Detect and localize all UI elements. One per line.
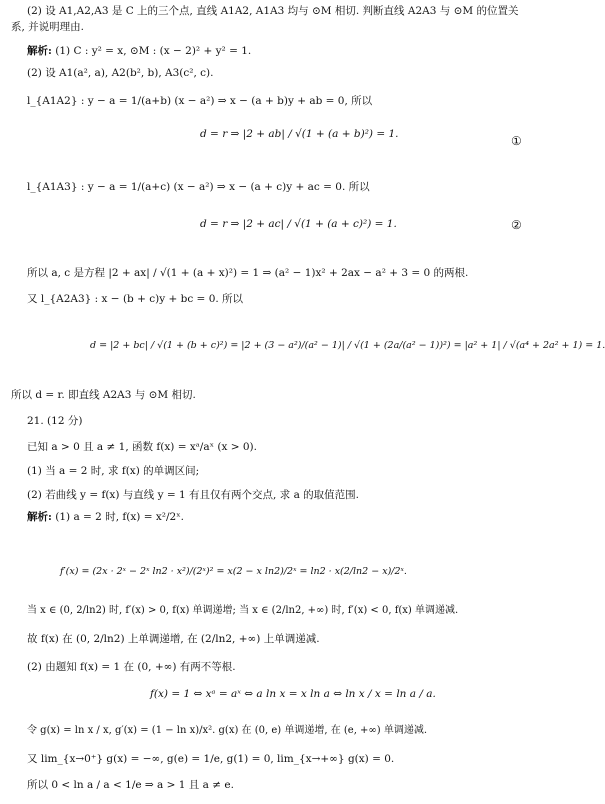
tangent-line-a1a2: l_{A1A2} : y − a = 1/(a+b) (x − a²) ⇒ x − (a + b)y + ab = 0, 所以 [27, 95, 373, 107]
distance-equation-1: d = r ⇒ |2 + ab| / √(1 + (a + b)²) = 1. [200, 128, 399, 140]
problem-21-question1: (1) 当 a = 2 时, 求 f(x) 的单调区间; [27, 465, 200, 477]
problem-21-solution-2: (2) 由题知 f(x) = 1 在 (0, +∞) 有两不等根. [27, 661, 236, 673]
problem-text-line1: (2) 设 A1,A2,A3 是 C 上的三个点, 直线 A1A2, A1A3 均与 ⊙M 相切. 判断直线 A2A3 与 ⊙M 的位置关 [27, 5, 519, 17]
line-a2a3: 又 l_{A2A3} : x − (b + c)y + bc = 0. 所以 [27, 293, 244, 305]
problem-text-line2: 系, 并说明理由. [11, 21, 85, 33]
monotonicity-conclusion: 故 f(x) 在 (0, 2/ln2) 上单调递增, 在 (2/ln2, +∞) 上单调递减. [27, 633, 320, 645]
final-answer: 所以 0 < ln a / a < 1/e ⇒ a > 1 且 a ≠ e. [27, 779, 234, 791]
limits-line: 又 lim_{x→0⁺} g(x) = −∞, g(e) = 1/e, g(1) = 0, lim_{x→+∞} g(x) = 0. [27, 753, 395, 765]
quadratic-roots-line: 所以 a, c 是方程 |2 + ax| / √(1 + (a + x)²) = 1 ⇒ (a² − 1)x² + 2ax − a² + 3 = 0 的两根. [27, 267, 469, 279]
equivalence-equation: f(x) = 1 ⇔ xᵃ = aˣ ⇔ a ln x = x ln a ⇔ ln x / x = ln a / a. [150, 688, 436, 700]
solution-label-21: 解析: [27, 511, 52, 523]
equation-tag-1: ① [511, 134, 522, 148]
solution-line-1 [27, 44, 251, 58]
problem-21-heading: 21. (12 分) [27, 415, 83, 427]
derivative-equation: f′(x) = (2x · 2ˣ − 2ˣ ln2 · x²)/(2ˣ)² = x(2 − x ln2)/2ˣ = ln2 · x(2/ln2 − x)/2ˣ. [60, 566, 407, 577]
problem-21-solution-1 [27, 510, 184, 524]
problem-21-question2: (2) 若曲线 y = f(x) 与直线 y = 1 有且仅有两个交点, 求 a 的取值范围. [27, 489, 360, 501]
solution-line-2: (2) 设 A1(a², a), A2(b², b), A3(c², c). [27, 67, 214, 79]
distance-equation-3: d = |2 + bc| / √(1 + (b + c)²) = |2 + (3 − a²)/(a² − 1)| / √(1 + (2a/(a² − 1))²) = |a² + 1| / √(a⁴ + 2a² + 1) = 1. [90, 340, 605, 351]
solution-part1: (1) C : y² = x, ⊙M : (x − 2)² + y² = 1. [55, 45, 252, 57]
solution-label: 解析: [27, 45, 52, 57]
solution-21-part1: (1) a = 2 时, f(x) = x²/2ˣ. [55, 511, 184, 523]
equation-tag-2: ② [511, 218, 522, 232]
problem-21-statement: 已知 a > 0 且 a ≠ 1, 函数 f(x) = xᵃ/aˣ (x > 0). [27, 441, 257, 453]
tangent-conclusion: 所以 d = r. 即直线 A2A3 与 ⊙M 相切. [11, 389, 196, 401]
tangent-line-a1a3: l_{A1A3} : y − a = 1/(a+c) (x − a²) ⇒ x − (a + c)y + ac = 0. 所以 [27, 181, 370, 193]
g-function-definition: 令 g(x) = ln x / x, g′(x) = (1 − ln x)/x². g(x) 在 (0, e) 单调递增, 在 (e, +∞) 单调递减. [27, 725, 428, 736]
distance-equation-2: d = r ⇒ |2 + ac| / √(1 + (a + c)²) = 1. [200, 218, 397, 230]
monotonicity-analysis: 当 x ∈ (0, 2/ln2) 时, f′(x) > 0, f(x) 单调递增; 当 x ∈ (2/ln2, +∞) 时, f′(x) < 0, f(x) 单调递减. [27, 605, 459, 616]
